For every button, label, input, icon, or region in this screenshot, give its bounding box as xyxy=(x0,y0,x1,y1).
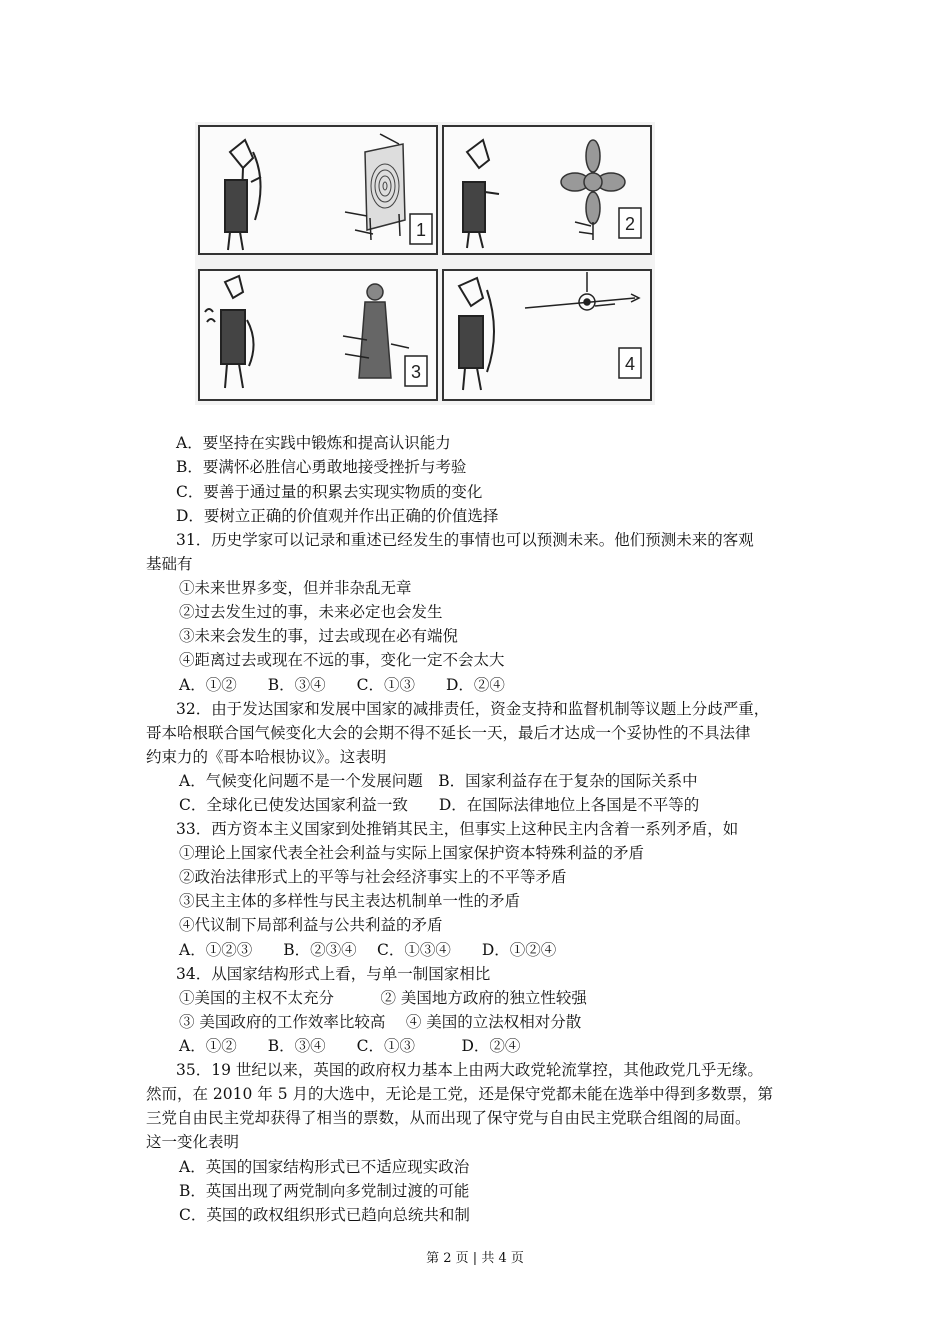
q32-options-row2: C．全球化已使发达国家利益一致 D．在国际法律地位上各国是不平等的 xyxy=(179,796,700,814)
q33-item-1: ①理论上国家代表全社会利益与实际上国家保护资本特殊利益的矛盾 xyxy=(179,844,645,862)
q31-item-1: ①未来世界多变，但并非杂乱无章 xyxy=(179,579,412,597)
q32-stem-line2: 哥本哈根联合国气候变化大会的会期不得不延长一天，最后才达成一个妥协性的不具法律 xyxy=(146,724,751,742)
q32-stem-line1: 32．由于发达国家和发展中国家的减排责任，资金支持和监督机制等议题上分歧严重， xyxy=(176,700,770,718)
q35-stem-line3: 三党自由民主党却获得了相当的票数，从而出现了保守党与自由民主党联合组阁的局面。 xyxy=(146,1109,751,1127)
q30-option-a: A．要坚持在实践中锻炼和提高认识能力 xyxy=(176,434,451,452)
panel-3-number: 3 xyxy=(410,362,422,382)
panel-2-number: 2 xyxy=(624,214,636,234)
q33-stem: 33．西方资本主义国家到处推销其民主，但事实上这种民主内含着一系列矛盾，如 xyxy=(176,820,739,838)
q33-choices: A．①②③ B．②③④ C．①③④ D．①②④ xyxy=(179,941,557,959)
q34-stem: 34．从国家结构形式上看，与单一制国家相比 xyxy=(176,965,491,983)
q31-stem-line2: 基础有 xyxy=(146,555,193,573)
q35-option-a: A．英国的国家结构形式已不适应现实政治 xyxy=(179,1158,470,1176)
q31-stem-line1: 31．历史学家可以记录和重述已经发生的事情也可以预测未来。他们预测未来的客观 xyxy=(176,531,754,549)
panel-1-number: 1 xyxy=(415,220,427,240)
comic-panel-3 xyxy=(199,270,437,400)
comic-panel-2 xyxy=(443,126,651,254)
q30-option-d: D．要树立正确的价值观并作出正确的价值选择 xyxy=(176,507,499,525)
q35-stem-line4: 这一变化表明 xyxy=(146,1133,240,1151)
q33-item-2: ②政治法律形式上的平等与社会经济事实上的不平等矛盾 xyxy=(179,868,567,886)
archery-comic-figure xyxy=(195,122,655,405)
page-number-footer: 第 2 页 | 共 4 页 xyxy=(426,1251,524,1266)
q35-stem-line1: 35．19 世纪以来，英国的政府权力基本上由两大政党轮流掌控，其他政党几乎无缘。 xyxy=(176,1061,763,1079)
q31-item-4: ④距离过去或现在不远的事，变化一定不会太大 xyxy=(179,651,505,669)
q35-stem-line2: 然而，在 2010 年 5 月的大选中，无论是工党，还是保守党都未能在选举中得到多数票，第 xyxy=(146,1085,774,1103)
comic-panel-4 xyxy=(443,270,651,400)
q35-option-c: C．英国的政权组织形式已趋向总统共和制 xyxy=(179,1206,470,1224)
q31-item-3: ③未来会发生的事，过去或现在必有端倪 xyxy=(179,627,459,645)
q34-choices: A．①② B．③④ C．①③ D．②④ xyxy=(179,1037,521,1055)
q32-stem-line3: 约束力的《哥本哈根协议》。这表明 xyxy=(146,748,387,766)
q33-item-3: ③民主主体的多样性与民主表达机制单一性的矛盾 xyxy=(179,892,521,910)
q33-item-4: ④代议制下局部利益与公共利益的矛盾 xyxy=(179,916,443,934)
q32-options-row1: A．气候变化问题不是一个发展问题 B．国家利益存在于复杂的国际关系中 xyxy=(179,772,698,790)
q34-items-row1: ①美国的主权不太充分 ② 美国地方政府的独立性较强 xyxy=(179,989,587,1007)
q31-choices: A．①② B．③④ C．①③ D．②④ xyxy=(179,676,505,694)
comic-panel-1 xyxy=(199,126,437,254)
q30-option-b: B．要满怀必胜信心勇敢地接受挫折与考验 xyxy=(176,458,467,476)
q30-option-c: C．要善于通过量的积累去实现实物质的变化 xyxy=(176,483,483,501)
q31-item-2: ②过去发生过的事，未来必定也会发生 xyxy=(179,603,443,621)
q34-items-row2: ③ 美国政府的工作效率比较高 ④ 美国的立法权相对分散 xyxy=(179,1013,582,1031)
q35-option-b: B．英国出现了两党制向多党制过渡的可能 xyxy=(179,1182,470,1200)
panel-4-number: 4 xyxy=(624,354,636,374)
